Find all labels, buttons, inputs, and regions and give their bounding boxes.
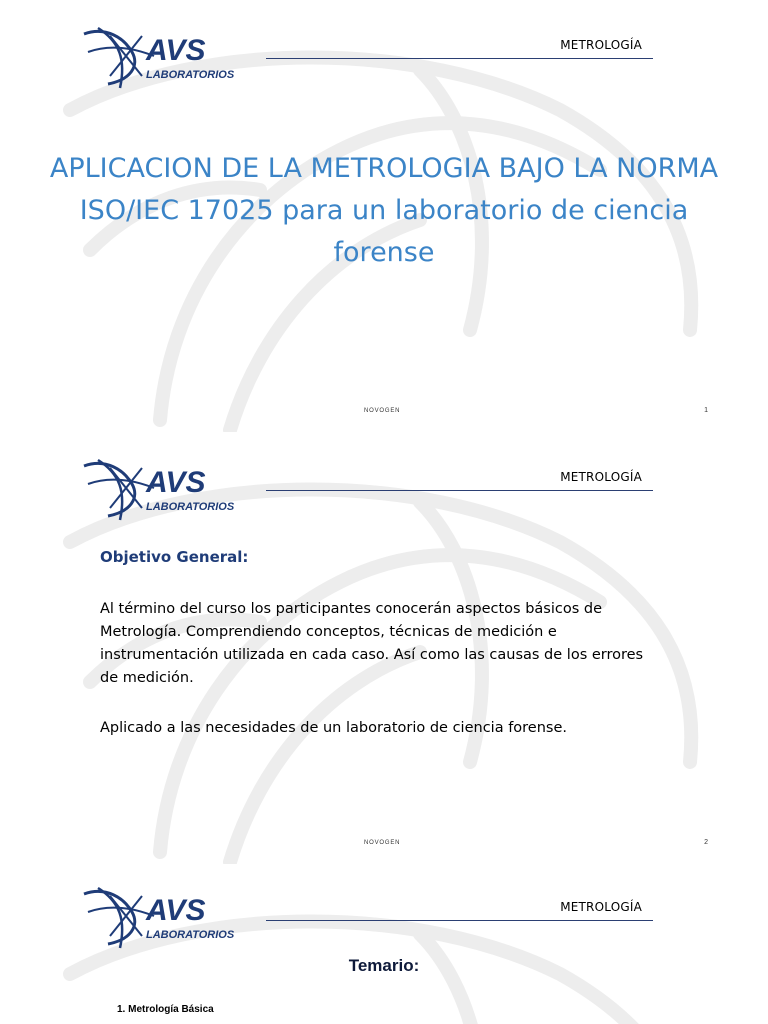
- slide-1: [0, 0, 768, 432]
- temario-heading: Temario:: [348, 956, 420, 975]
- slide-3: [0, 864, 768, 1024]
- svg-text:LABORATORIOS: LABORATORIOS: [146, 69, 235, 81]
- section-label: METROLOGÍA: [560, 900, 642, 914]
- slide-title: APLICACION DE LA METROLOGIA BAJO LA NORMA ISO/IEC 17025 para un laboratorio de ciencia forense: [49, 153, 719, 268]
- page-number: 1: [704, 407, 708, 414]
- svg-text:LABORATORIOS: LABORATORIOS: [146, 501, 235, 513]
- objective-heading: Objetivo General:: [100, 548, 249, 566]
- footer-company: NOVOGEN: [364, 840, 401, 846]
- svg-text:AVS: AVS: [146, 894, 206, 927]
- avs-logo: [80, 882, 260, 954]
- slide-2: [0, 432, 768, 864]
- header-divider: [266, 920, 653, 921]
- header-divider: [266, 490, 653, 491]
- svg-text:LABORATORIOS: LABORATORIOS: [146, 929, 235, 941]
- objective-application: Aplicado a las necesidades de un laboratorio de ciencia forense.: [100, 720, 568, 736]
- header-divider: [266, 58, 653, 59]
- objective-paragraph: Al término del curso los participantes conocerán aspectos básicos de Metrología. Comprendiendo conceptos, técnicas de medición e instrumentación utilizada en cada caso. Así como las causas de los errores de medición.: [100, 601, 644, 686]
- section-label: METROLOGÍA: [560, 470, 642, 484]
- svg-text:AVS: AVS: [146, 466, 206, 499]
- temario-item: 1. Metrología Básica: [117, 1004, 214, 1015]
- section-label: METROLOGÍA: [560, 38, 642, 52]
- page-number: 2: [704, 839, 708, 846]
- svg-text:AVS: AVS: [146, 34, 206, 67]
- footer-company: NOVOGEN: [364, 408, 401, 414]
- avs-logo: [80, 454, 260, 526]
- avs-logo: [80, 22, 260, 94]
